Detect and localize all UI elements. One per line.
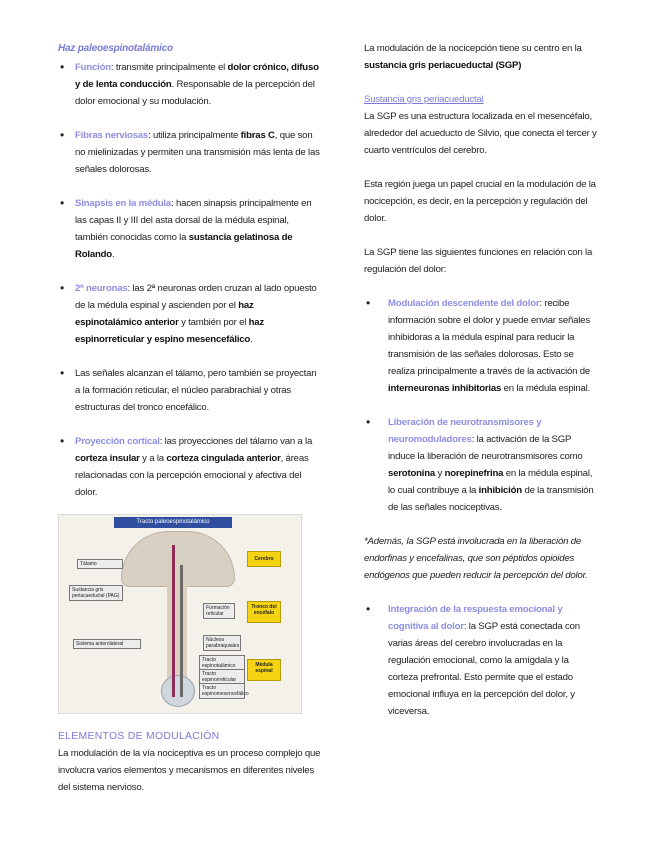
intro-paragraph: La modulación de la nocicepción tiene su centro en la sustancia gris periacueductal (SGP) bbox=[364, 43, 582, 71]
ascending-tract-line bbox=[172, 545, 175, 697]
section-paragraph: La modulación de la vía nociceptiva es un proceso complejo que involucra varios elementos y mecanismos en diferentes niveles del sistema nervioso. bbox=[58, 748, 321, 793]
list-item: • Función: transmite principalmente el dolor crónico, difuso y de lenta conducción. Responsable de la percepción del dolor emocional y su modulación. bbox=[58, 59, 322, 110]
list-item: • Las señales alcanzan el tálamo, pero también se proyectan a la formación reticular, el núcleo parabrachial y otras estructuras del tronco encefálico. bbox=[58, 365, 322, 416]
label-sgp: Sustancia gris periacueductal (PAG) bbox=[69, 585, 123, 601]
list-item: • Sinapsis en la médula: hacen sinapsis principalmente en las capas II y III del asta dorsal de la médula espinal, también conocidas como la sustancia gelatinosa de Rolando. bbox=[58, 195, 322, 263]
label-formacion-reticular: Formación reticular bbox=[203, 603, 235, 619]
paleospinothalamic-tract-diagram bbox=[58, 514, 302, 714]
sgp-heading: Sustancia gris periacueductal bbox=[364, 94, 484, 105]
label-tronco-encefalo: Tronco del encéfalo bbox=[247, 601, 281, 623]
section-heading: ELEMENTOS DE MODULACIÓN bbox=[58, 731, 220, 742]
modulation-section bbox=[58, 724, 322, 796]
paragraph: Esta región juega un papel crucial en la modulación de la nocicepción, es decir, en la percepción y regulación del dolor. bbox=[364, 179, 596, 224]
label-tracto-espinotalamico: Tracto espinotalámico bbox=[199, 655, 245, 671]
function-list bbox=[364, 295, 600, 516]
function-list-continued bbox=[364, 601, 600, 720]
list-item: • Liberación de neurotransmisores y neuromoduladores: la activación de la SGP induce la liberación de neurotransmisores como serotonina y norepinefrina en la médula espinal, lo cual contribuye a la inhibición de la transmisión de las señales nociceptivas. bbox=[364, 414, 600, 516]
subheading-paleoespinotalamico: Haz paleoespinotalámico bbox=[58, 43, 173, 54]
spinal-cord-section bbox=[161, 675, 195, 707]
note-paragraph: *Además, la SGP está involucrada en la liberación de endorfinas y encefalinas, que son péptidos opioides endógenos que pueden reducir la percepción del dolor. bbox=[364, 536, 588, 581]
list-item: • Integración de la respuesta emocional y cognitiva al dolor: la SGP está conectada con varias áreas del cerebro involucradas en la regulación emocional, como la amígdala y la corteza prefrontal. Esto permite que el estado emocional influya en la percepción del dolor, y viceversa. bbox=[364, 601, 600, 720]
label-nucleos-parabraquiales: Núcleos parabraquiales bbox=[203, 635, 241, 651]
list-item: • Fibras nerviosas: utiliza principalmente fibras C, que son no mielinizadas y permiten una transmisión más lenta de las señales dolorosas. bbox=[58, 127, 322, 178]
left-column bbox=[58, 40, 322, 518]
list-item: • Modulación descendente del dolor: recibe información sobre el dolor y puede enviar señales inhibidoras a la médula espinal para reducir la transmisión de las señales dolorosas. Esto se realiza principalmente a través de la activación de interneuronas inhibitorias en la médula espinal. bbox=[364, 295, 600, 397]
ascending-tract-line bbox=[180, 565, 183, 697]
label-sistema-anterolateral: Sistema anterolateral bbox=[73, 639, 141, 649]
label-medula-espinal: Médula espinal bbox=[247, 659, 281, 681]
label-cerebro: Cerebro bbox=[247, 551, 281, 567]
diagram-title: Tracto paleoespinotalámico bbox=[114, 517, 232, 528]
paragraph: La SGP es una estructura localizada en el mesencéfalo, alrededor del acueducto de Silvio, que conecta el tercer y cuarto ventrículos del cerebro. bbox=[364, 111, 597, 156]
label-tracto-espinorreticular: Tracto espinorreticular bbox=[199, 669, 245, 685]
label-tracto-espinomesencefalico: Tracto espinomesencefálico bbox=[199, 683, 245, 699]
paragraph: La SGP tiene las siguientes funciones en relación con la regulación del dolor: bbox=[364, 247, 593, 275]
list-item: • Proyección cortical: las proyecciones del tálamo van a la corteza insular y a la corteza cingulada anterior, áreas relacionadas con la percepción emocional y afectiva del dolor. bbox=[58, 433, 322, 501]
label-talamo: Tálamo bbox=[77, 559, 123, 569]
feature-list bbox=[58, 59, 322, 501]
list-item: • 2ª neuronas: las 2ª neuronas orden cruzan al lado opuesto de la médula espinal y ascienden por el haz espinotalámico anterior y también por el haz espinorreticular y espino mesencefálico. bbox=[58, 280, 322, 348]
right-column bbox=[364, 40, 600, 737]
